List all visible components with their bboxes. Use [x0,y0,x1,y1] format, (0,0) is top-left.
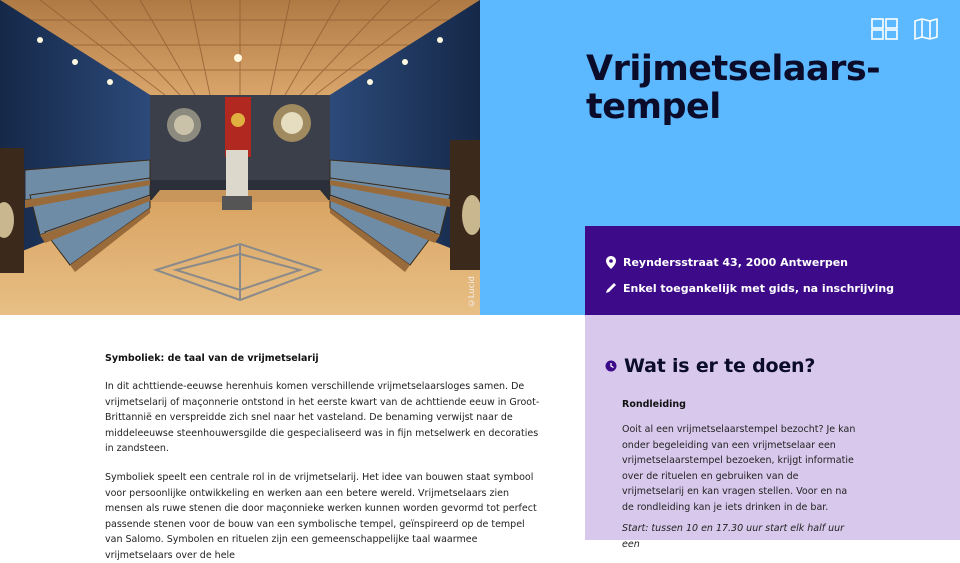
location-pin-icon [605,255,617,269]
grid-view-icon[interactable] [870,16,898,42]
photo-credit: ©Lucid [467,275,476,307]
hero-photo [0,0,480,315]
address-text: Reyndersstraat 43, 2000 Antwerpen [623,255,848,269]
section-heading: Symboliek: de taal van de vrijmetselarij [105,353,319,364]
activity-time: Start: tussen 10 en 17.30 uur start elk half uur een [622,523,845,550]
main-content [0,315,585,561]
map-view-icon[interactable] [912,16,940,42]
access-text: Enkel toegankelijk met gids, na inschrijving [623,281,895,295]
address-row [605,249,960,275]
sidebar-heading [605,355,815,377]
pencil-icon [605,281,617,295]
view-switcher [870,16,940,42]
title-panel [480,0,960,315]
temple-interior-image [0,0,480,315]
activity-description: Ooit al een vrijmetselaarstempel bezocht? Je kan onder begeleiding van een vrijmetselaar een vrijmetselaarstempel bezoeken, krijgt informatie over de rituelen en gebruiken van de vrijmetselarij en kan vragen stellen. Voor en na de rondleiding kan je iets drinken in de bar. [622,424,856,513]
paragraph: In dit achttiende-eeuwse herenhuis komen verschillende vrijmetselaarsloges samen. De vrijmetselarij of maçonnerie ontstond in het eerste kwart van de achttiende eeuw in Groot-Brittannië en verspreidde zich snel naar het vasteland. De benaming verwijst naar de middeleeuwse steenhouwersgilde die gespecialiseerd was in fijn metselwerk en decoraties in zandsteen. [105,381,540,454]
access-row [605,275,960,301]
page-title-line-2: tempel [586,87,721,127]
sidebar-heading-text: Wat is er te doen? [624,355,816,377]
paragraph: Symboliek speelt een centrale rol in de vrijmetselarij. Het idee van bouwen staat symbool voor persoonlijke ontwikkeling en werken aan een betere wereld. Vrijmetselaars zien mensen als ruwe stenen die door maçonnieke werken kunnen worden gevormd tot perfect passende stenen voor de bouw van een symbolische tempel, geïnspireerd op de tempel van Salomo. Symbolen en rituelen zijn een gemeenschappelijke taal waarmee vrijmetselaars over de hele [105,472,537,561]
practical-info-box [585,226,960,315]
page-title-line-1: Vrijmetselaars- [586,49,881,89]
page-title [586,50,880,126]
clock-icon [605,357,617,376]
activity-title: Rondleiding [622,399,686,410]
activities-sidebar [585,315,960,550]
